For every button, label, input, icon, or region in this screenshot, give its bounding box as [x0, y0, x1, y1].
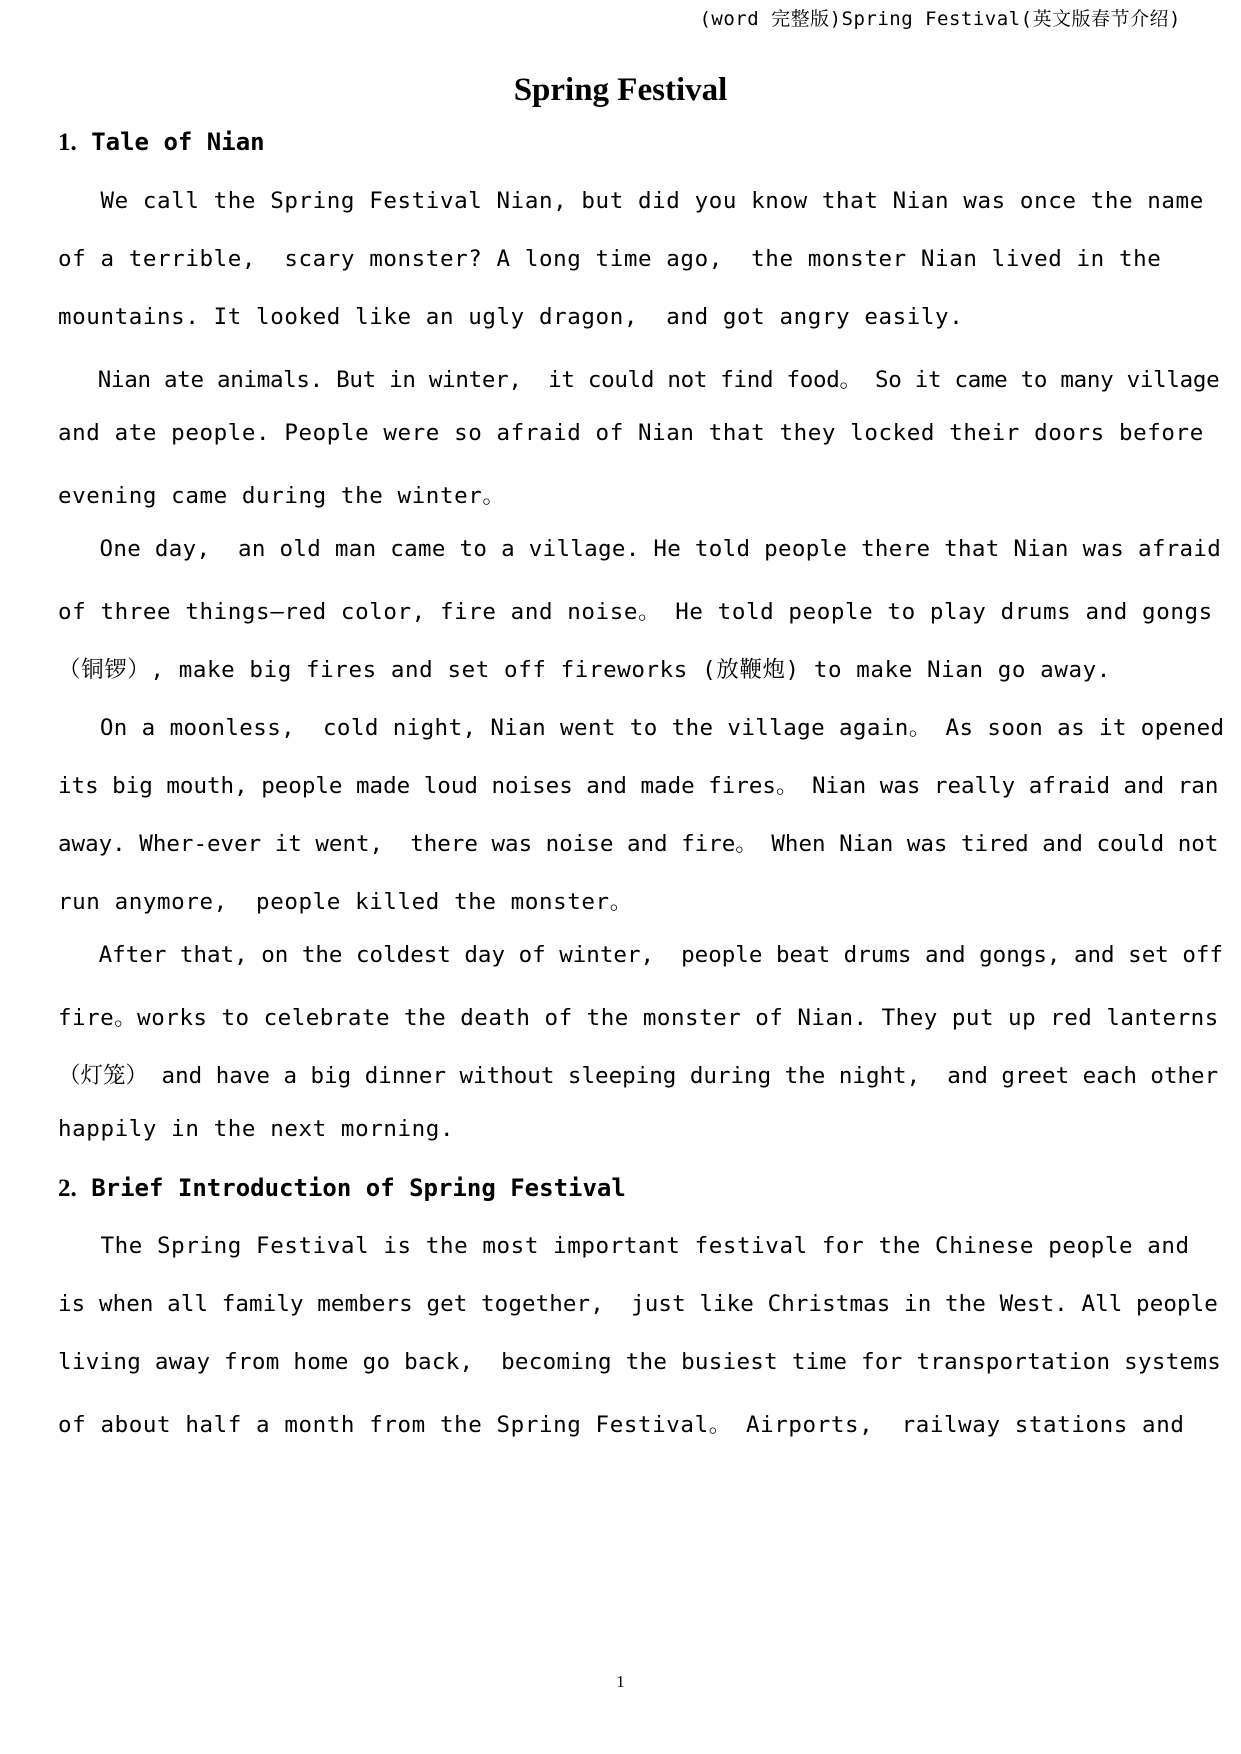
- text-line: living away from home go back, becoming the busiest time for transportation systems: [58, 1349, 1222, 1375]
- text-line: is when all family members get together, just like Christmas in the West. All people: [58, 1291, 1218, 1317]
- section-number: 1.: [58, 129, 77, 156]
- section-number: 2.: [58, 1175, 77, 1202]
- text-line: mountains. It looked like an ugly dragon, and got angry easily.: [58, 304, 964, 330]
- text-line: of about half a month from the Spring Festival。 Airports, railway stations and: [58, 1412, 1185, 1438]
- text-line: One day, an old man came to a village. He told people there that Nian was afraid: [58, 536, 1222, 562]
- page-number: 1: [616, 1672, 625, 1691]
- text-line: We call the Spring Festival Nian, but did you know that Nian was once the name: [58, 188, 1204, 214]
- text-line: （灯笼） and have a big dinner without sleeping during the night, and greet each other: [58, 1063, 1219, 1089]
- section-heading-1: [58, 128, 265, 157]
- text-line: Nian ate animals. But in winter, it could not find food。 So it came to many village: [58, 367, 1220, 393]
- text-line: happily in the next morning.: [58, 1116, 455, 1142]
- text-line: of three things—red color, fire and noise。 He told people to play drums and gongs: [58, 599, 1213, 625]
- text-line: （铜锣）, make big fires and set off fireworks (放鞭炮) to make Nian go away.: [58, 657, 1111, 683]
- text-line: run anymore, people killed the monster。: [58, 889, 633, 915]
- text-line: away. Wher-ever it went, there was noise and fire。 When Nian was tired and could not: [58, 831, 1219, 857]
- text-line: evening came during the winter。: [58, 483, 506, 509]
- text-line: its big mouth, people made loud noises and made fires。 Nian was really afraid and ran: [58, 773, 1219, 799]
- text-line: of a terrible, scary monster? A long time ago, the monster Nian lived in the: [58, 246, 1162, 272]
- section-title: Tale of Nian: [91, 128, 265, 156]
- running-header: (word 完整版)Spring Festival(英文版春节介绍): [699, 8, 1181, 30]
- section-heading-2: [58, 1174, 626, 1203]
- text-line: fire。works to celebrate the death of the monster of Nian. They put up red lanterns: [58, 1005, 1219, 1031]
- text-line: On a moonless, cold night, Nian went to the village again。 As soon as it opened: [58, 715, 1225, 741]
- document-title: Spring Festival: [513, 72, 728, 108]
- text-line: The Spring Festival is the most important festival for the Chinese people and: [58, 1233, 1190, 1259]
- text-line: and ate people. People were so afraid of Nian that they locked their doors before: [58, 420, 1204, 446]
- section-title: Brief Introduction of Spring Festival: [91, 1174, 626, 1202]
- text-line: After that, on the coldest day of winter, people beat drums and gongs, and set off: [58, 942, 1223, 968]
